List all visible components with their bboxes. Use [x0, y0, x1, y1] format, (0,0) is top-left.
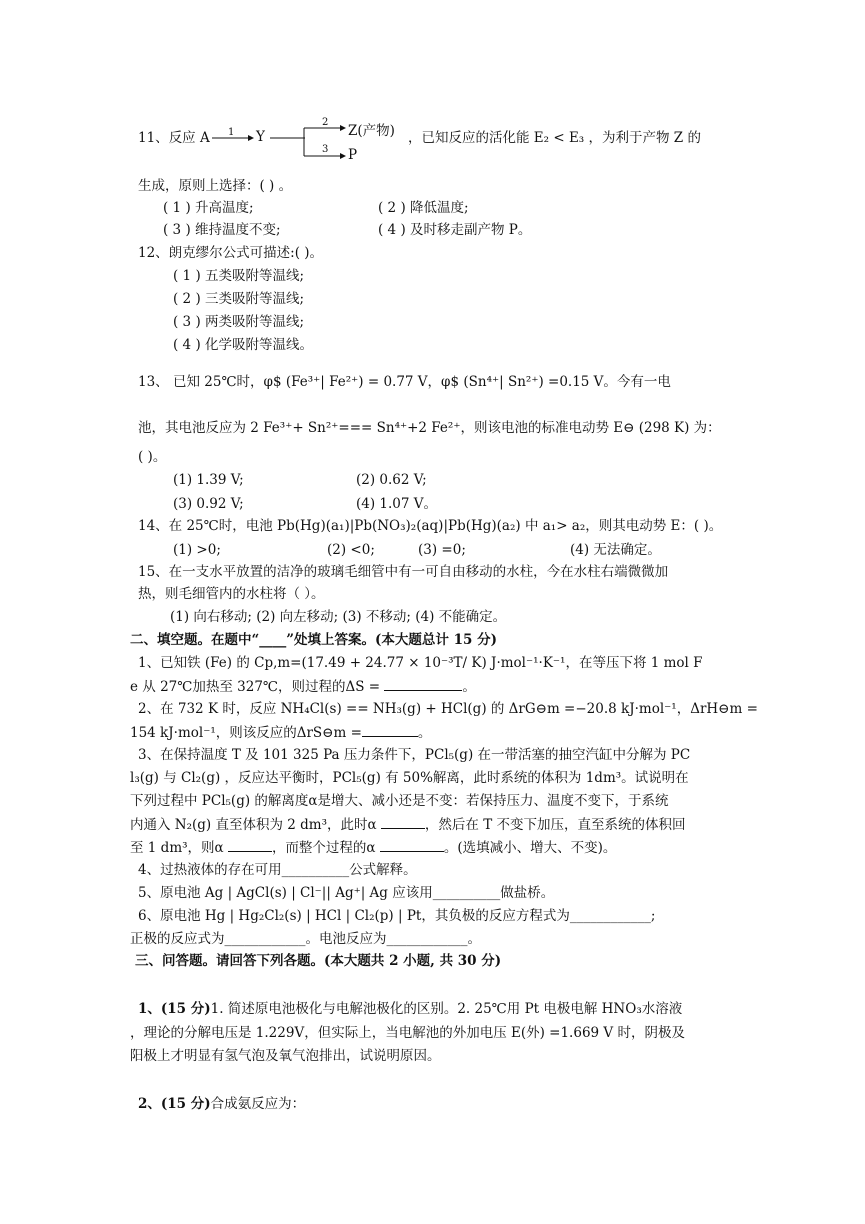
q12-line: 12、朗克缪尔公式可描述:( )。 [138, 245, 324, 261]
step2-label: 2 [322, 117, 329, 128]
q15-options: (1) 向右移动; (2) 向左移动; (3) 不移动; (4) 不能确定。 [170, 609, 507, 625]
q14-opt2: (2) <0; [327, 542, 375, 558]
q13-line1: 13、 已知 25℃时，φ$ (Fe³⁺| Fe²⁺) = 0.77 V，φ$ (Sn⁴⁺| Sn²⁺) =0.15 V。今有一电 [138, 374, 671, 390]
f1-line2: e 从 27℃加热至 327℃，则过程的ΔS = 。 [130, 676, 476, 697]
a2-line1: 2、(15 分)合成氨反应为： [138, 1096, 306, 1112]
f3-line1: 3、在保持温度 T 及 101 325 Pa 压力条件下，PCl₅(g) 在一带活塞的抽空汽缸中分解为 PC [138, 747, 691, 763]
q15-line2: 热，则毛细管内的水柱将（ ）。 [138, 586, 325, 602]
f6-line1: 6、原电池 Hg | Hg₂Cl₂(s) | HCl | Cl₂(p) | Pt，其负极的反应方程式为____________; [138, 908, 656, 924]
f6-line2: 正极的反应式为____________。电池反应为____________。 [130, 931, 481, 947]
q13-opt2: (2) 0.62 V; [356, 472, 427, 488]
q11-opt4: ( 4 ) 及时移走副产物 P。 [378, 222, 532, 238]
f1-blank[interactable] [384, 676, 462, 691]
f3-line5: 至 1 dm³，则α ，而整个过程的α 。(选填减小、增大、不变)。 [130, 837, 616, 858]
f1-line1: 1、已知铁 (Fe) 的 Cp,m=(17.49 + 24.77 × 10⁻³T/ K) J·mol⁻¹·K⁻¹，在等压下将 1 mol F [138, 655, 703, 671]
q11-text2: ，已知反应的活化能 E₂ < E₃ ，为利于产物 Z 的 [408, 130, 701, 146]
q12-opt3: ( 3 ) 两类吸附等温线; [173, 314, 305, 330]
q13-opt4: (4) 1.07 V。 [356, 496, 438, 512]
f4-line: 4、过热液体的存在可用__________公式解释。 [138, 862, 417, 878]
q15-line1: 15、在一支水平放置的洁净的玻璃毛细管中有一可自由移动的水柱，今在水柱右端微微加 [138, 564, 669, 580]
f3-blank-3[interactable] [380, 837, 444, 852]
q11-prefix: 11、反应 A [138, 130, 210, 146]
f5-line: 5、原电池 Ag | AgCl(s) | Cl⁻|| Ag⁺| Ag 应该用__________做盐桥。 [138, 885, 555, 901]
q14-opt3: (3) =0; [418, 542, 466, 558]
f2-line1: 2、在 732 K 时，反应 NH₄Cl(s) == NH₃(g) + HCl(g) 的 ΔrG⊖m =−20.8 kJ·mol⁻¹，ΔrH⊖m = [138, 701, 758, 717]
a1-line2: ，理论的分解电压是 1.229V，但实际上，当电解池的外加电压 E(外) =1.669 V 时，阴极及 [130, 1025, 685, 1041]
q13-opt1: (1) 1.39 V; [173, 472, 244, 488]
z-product-label: Z(产物) [348, 123, 395, 139]
p-label: P [348, 147, 358, 163]
q12-opt2: ( 2 ) 三类吸附等温线; [173, 291, 305, 307]
q11-opt3: ( 3 ) 维持温度不变; [163, 222, 281, 238]
q11-reaction-scheme [200, 116, 400, 166]
q14-opt1: (1) >0; [173, 542, 221, 558]
step3-label: 3 [322, 144, 329, 155]
a1-line3: 阳极上才明显有氢气泡及氧气泡排出，试说明原因。 [130, 1048, 441, 1064]
q13-opt3: (3) 0.92 V; [173, 496, 244, 512]
q12-opt4: ( 4 ) 化学吸附等温线。 [173, 337, 313, 353]
section3-heading: 三、问答题。请回答下列各题。(本大题共 2 小题, 共 30 分) [135, 953, 502, 969]
f3-line4: 内通入 N₂(g) 直至体积为 2 dm³，此时α ，然后在 T 不变下加压，直至系统的体积回 [130, 814, 686, 835]
f3-blank-2[interactable] [228, 837, 272, 852]
q11-opt1: ( 1 ) 升高温度; [163, 200, 254, 216]
q12-opt1: ( 1 ) 五类吸附等温线; [173, 268, 305, 284]
y-label: Y [256, 129, 265, 145]
f2-blank[interactable] [362, 722, 418, 737]
f2-line2: 154 kJ·mol⁻¹，则该反应的ΔrS⊖m = 。 [130, 722, 431, 743]
f3-blank-1[interactable] [381, 814, 425, 829]
q11-opt2: ( 2 ) 降低温度; [378, 200, 469, 216]
q13-line2: 池，其电池反应为 2 Fe³⁺+ Sn²⁺=== Sn⁴⁺+2 Fe²⁺，则该电池的标准电动势 E⊖ (298 K) 为： [138, 420, 721, 436]
step1-label: 1 [228, 127, 235, 138]
q14-line: 14、在 25℃时，电池 Pb(Hg)(a₁)|Pb(NO₃)₂(aq)|Pb(Hg)(a₂) 中 a₁> a₂，则其电动势 E：( )。 [138, 518, 723, 534]
section2-heading: 二、填空题。在题中“____”处填上答案。(本大题总计 15 分) [130, 632, 497, 648]
f3-line3: 下列过程中 PCl₅(g) 的解离度α是增大、减小还是不变：若保持压力、温度不变下，于系统 [130, 793, 669, 809]
a1-line1: 1、(15 分)1. 简述原电池极化与电解池极化的区别。2. 25℃用 Pt 电极电解 HNO₃水溶液 [138, 1001, 683, 1017]
q11-text3: 生成，原则上选择：( ) 。 [138, 178, 293, 194]
q14-opt4: (4) 无法确定。 [570, 542, 661, 558]
f3-line2: l₃(g) 与 Cl₂(g) ，反应达平衡时，PCl₅(g) 有 50%解离，此时系统的体积为 1dm³。试说明在 [130, 770, 689, 786]
q13-line3: ( )。 [138, 449, 167, 465]
